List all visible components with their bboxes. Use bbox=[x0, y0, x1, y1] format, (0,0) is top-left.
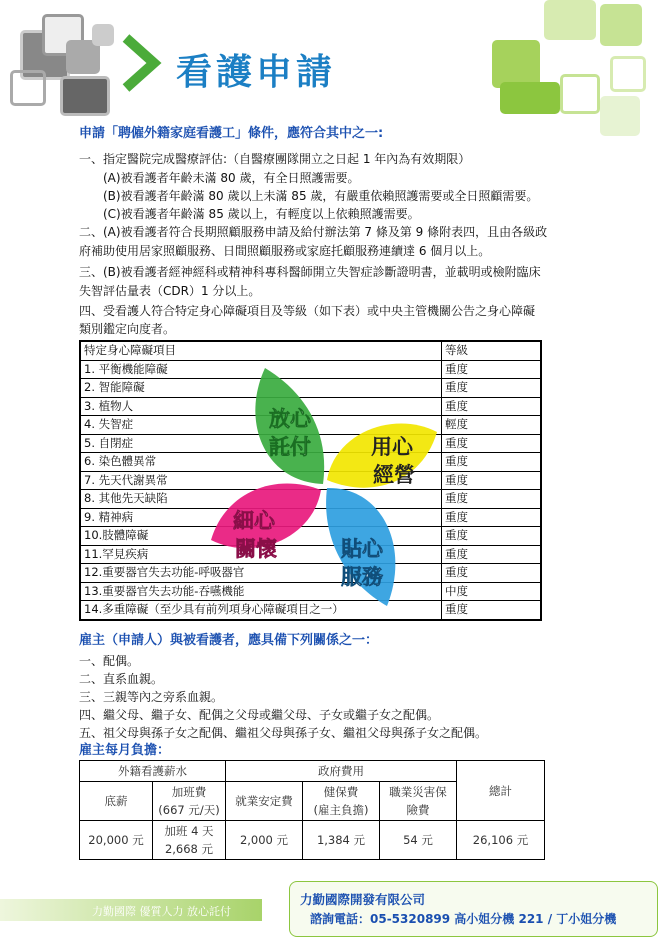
petal-label: 細心關懷 bbox=[233, 509, 277, 561]
table-cell: 輕度 bbox=[442, 416, 542, 435]
table-cell: 中度 bbox=[442, 582, 542, 601]
table-cell: 5. 自閉症 bbox=[80, 434, 442, 453]
section1-line: (B)被看護者年齡滿 80 歲以上未滿 85 歲，有嚴重依賴照護需要或全日照顧需要。 bbox=[103, 189, 539, 203]
section1-line: 三、(B)被看護者經神經科或精神科專科醫師開立失智症診斷證明書，並載明或檢附臨床 bbox=[79, 265, 541, 279]
contact-box bbox=[289, 881, 658, 937]
section1-line: (A)被看護者年齡未滿 80 歲，有全日照護需要。 bbox=[103, 171, 360, 185]
overtime-days: 加班 4 天 bbox=[164, 824, 214, 838]
group-header-salary: 外籍看護薪水 bbox=[80, 761, 226, 782]
group-header-gov: 政府費用 bbox=[226, 761, 457, 782]
injury-label-2: 險費 bbox=[406, 803, 430, 817]
table-cell: 3. 植物人 bbox=[80, 397, 442, 416]
cost-table bbox=[79, 760, 545, 860]
footer-bar bbox=[0, 899, 262, 921]
footer-slogan: 力勤國際 優質人力 放心託付 bbox=[92, 905, 231, 918]
table-cell: 4. 失智症 bbox=[80, 416, 442, 435]
overtime-value-cell bbox=[153, 821, 226, 860]
table-cell: 重度 bbox=[442, 434, 542, 453]
table-cell: 12.重要器官失去功能-呼吸器官 bbox=[80, 564, 442, 583]
petal-label: 放心託付 bbox=[269, 407, 311, 459]
health-value: 1,384 元 bbox=[303, 821, 380, 860]
section2-line: 一、配偶。 bbox=[79, 654, 140, 668]
employment-value: 2,000 元 bbox=[226, 821, 303, 860]
table-cell: 14.多重障礙（至少具有前列項身心障礙項目之一） bbox=[80, 601, 442, 620]
table-cell: 重度 bbox=[442, 379, 542, 398]
table-cell: 重度 bbox=[442, 397, 542, 416]
table-cell: 10.肢體障礙 bbox=[80, 527, 442, 546]
overtime-label: 加班費 bbox=[171, 785, 207, 799]
section2-line: 二、直系血親。 bbox=[79, 672, 164, 686]
page-title: 看護申請 bbox=[176, 52, 337, 93]
company-name: 力勤國際開發有限公司 bbox=[300, 892, 426, 907]
total-value: 26,106 元 bbox=[457, 821, 545, 860]
section3-heading: 雇主每月負擔： bbox=[79, 743, 171, 758]
section1-line: 四、受看護人符合特定身心障礙項目及等級（如下表）或中央主管機關公告之身心障礙 bbox=[79, 304, 536, 318]
section1-line: 二、(A)被看護者符合長期照顧服務申請及給付辦法第 7 條及第 9 條附表四，且由各級政 bbox=[79, 225, 548, 239]
employment-label: 就業安定費 bbox=[226, 782, 303, 821]
table-cell: 重度 bbox=[442, 360, 542, 379]
table-cell: 6. 染色體異常 bbox=[80, 453, 442, 472]
table-cell: 重度 bbox=[442, 564, 542, 583]
health-label-cell bbox=[303, 782, 380, 821]
section2-heading: 雇主（申請人）與被看護者，應具備下列關係之一： bbox=[79, 633, 379, 648]
table-cell: 11.罕見疾病 bbox=[80, 545, 442, 564]
table-cell: 重度 bbox=[442, 601, 542, 620]
overtime-label-cell bbox=[153, 782, 226, 821]
petal-label: 貼心服務 bbox=[341, 537, 383, 589]
table-cell: 1. 平衡機能障礙 bbox=[80, 360, 442, 379]
base-value: 20,000 元 bbox=[80, 821, 153, 860]
service-petal-logo bbox=[205, 362, 445, 612]
total-label: 總計 bbox=[457, 761, 545, 821]
chevron-right-icon bbox=[118, 34, 162, 92]
section1-line: 失智評估量表（CDR）1 分以上。 bbox=[79, 284, 261, 298]
table-cell: 重度 bbox=[442, 453, 542, 472]
overtime-value: 2,668 元 bbox=[164, 842, 214, 856]
section1-line: 府補助使用居家照顧服務、日間照顧服務或家庭托顧服務連續達 6 個月以上。 bbox=[79, 244, 491, 258]
table-cell: 2. 智能障礙 bbox=[80, 379, 442, 398]
section2-line: 五、祖父母與孫子女之配偶、繼祖父母與孫子女、繼祖父母與孫子女之配偶。 bbox=[79, 726, 488, 740]
table-cell: 重度 bbox=[442, 527, 542, 546]
health-note: (雇主負擔) bbox=[313, 803, 369, 817]
table-cell: 重度 bbox=[442, 508, 542, 527]
table-header: 特定身心障礙項目 bbox=[80, 341, 442, 360]
section2-line: 三、三親等內之旁系血親。 bbox=[79, 690, 224, 704]
table-cell: 8. 其他先天缺陷 bbox=[80, 490, 442, 509]
health-label: 健保費 bbox=[323, 785, 359, 799]
injury-label: 職業災害保 bbox=[389, 785, 447, 799]
section1-heading: 申請「聘僱外籍家庭看護工」條件，應符合其中之一: bbox=[79, 126, 384, 141]
table-cell: 9. 精神病 bbox=[80, 508, 442, 527]
table-cell: 13.重要器官失去功能-吞嚥機能 bbox=[80, 582, 442, 601]
table-header: 等級 bbox=[442, 341, 542, 360]
injury-label-cell bbox=[380, 782, 457, 821]
section1-line: (C)被看護者年齡滿 85 歲以上，有輕度以上依賴照護需要。 bbox=[103, 207, 420, 221]
table-cell: 重度 bbox=[442, 490, 542, 509]
table-header-row bbox=[80, 341, 541, 360]
contact-phone: 諮詢電話：05-5320899 高小姐分機 221 / 丁小姐分機 bbox=[310, 912, 617, 926]
table-cell: 7. 先天代謝異常 bbox=[80, 471, 442, 490]
section2-line: 四、繼父母、繼子女、配偶之父母或繼父母、子女或繼子女之配偶。 bbox=[79, 708, 440, 722]
section1-line: 類別鑑定向度者。 bbox=[79, 322, 176, 336]
base-label: 底薪 bbox=[80, 782, 153, 821]
overtime-rate: (667 元/天) bbox=[158, 803, 220, 817]
injury-value: 54 元 bbox=[380, 821, 457, 860]
table-cell: 重度 bbox=[442, 545, 542, 564]
section1-line: 一、指定醫院完成醫療評估:（自醫療團隊開立之日起 1 年內為有效期限） bbox=[79, 152, 471, 166]
table-cell: 重度 bbox=[442, 471, 542, 490]
petal-label: 用心經營 bbox=[371, 435, 415, 487]
